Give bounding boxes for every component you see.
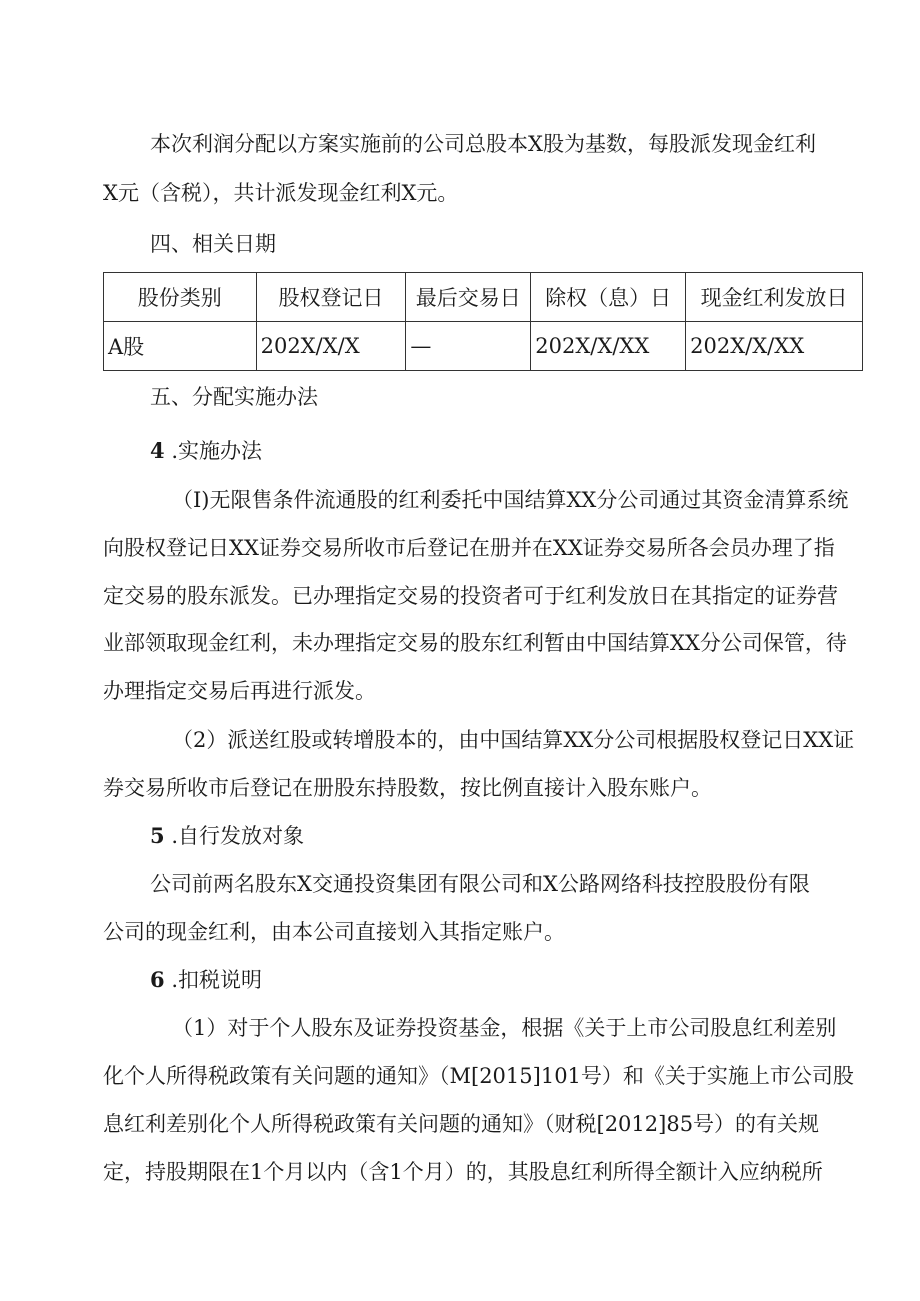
paragraph-line: 化个人所得税政策有关问题的通知》（M[2015]101号）和《关于实施上市公司股 bbox=[103, 1064, 854, 1088]
paragraph-line: （2）派送红股或转增股本的，由中国结算XX分公司根据股权登记日XX证 bbox=[172, 728, 855, 752]
paragraph-line: 本次利润分配以方案实施前的公司总股本X股为基数，每股派发现金红利 bbox=[150, 132, 816, 156]
table-cell: 202X/X/X bbox=[256, 322, 406, 371]
paragraph-line: 公司前两名股东X交通投资集团有限公司和X公路网络科技控股股份有限 bbox=[150, 872, 810, 896]
item-number: 5 bbox=[150, 823, 165, 848]
table-header-cell: 最后交易日 bbox=[406, 273, 531, 322]
paragraph-line: 办理指定交易后再进行派发。 bbox=[103, 679, 376, 703]
table-header-cell: 除权（息）日 bbox=[531, 273, 686, 322]
table-cell: 202X/X/XX bbox=[531, 322, 686, 371]
paragraph-line: 公司的现金红利，由本公司直接划入其指定账户。 bbox=[103, 920, 565, 944]
section-heading: 五、分配实施办法 bbox=[150, 385, 318, 409]
item-number: 6 bbox=[150, 967, 165, 992]
paragraph-line: （I)无限售条件流通股的红利委托中国结算XX分公司通过其资金清算系统 bbox=[172, 488, 849, 512]
table-cell: 202X/X/XX bbox=[686, 322, 863, 371]
paragraph-line: 定交易的股东派发。已办理指定交易的投资者可于红利发放日在其指定的证券营 bbox=[103, 584, 838, 608]
item-number: 4 bbox=[150, 438, 165, 463]
item-title: .实施办法 bbox=[171, 439, 262, 463]
table-cell: A股 bbox=[104, 322, 257, 371]
table-header-cell: 股权登记日 bbox=[256, 273, 406, 322]
paragraph-line: （1）对于个人股东及证券投资基金，根据《关于上市公司股息红利差别 bbox=[172, 1016, 837, 1040]
dates-table bbox=[103, 272, 863, 371]
paragraph-line: 息红利差别化个人所得税政策有关问题的通知》（财税[2012]85号）的有关规 bbox=[103, 1112, 820, 1136]
table-header-cell: 现金红利发放日 bbox=[686, 273, 863, 322]
table-row bbox=[104, 322, 863, 371]
numbered-heading bbox=[150, 821, 450, 851]
paragraph-line: 券交易所收市后登记在册股东持股数，按比例直接计入股东账户。 bbox=[103, 776, 712, 800]
item-title: .自行发放对象 bbox=[171, 824, 304, 848]
paragraph-line: 向股权登记日XX证券交易所收市后登记在册并在XX证券交易所各会员办理了指 bbox=[103, 536, 835, 560]
table-cell: — bbox=[406, 322, 531, 371]
section-heading: 四、相关日期 bbox=[150, 232, 276, 256]
numbered-heading bbox=[150, 965, 450, 995]
table-header-row bbox=[104, 273, 863, 322]
item-title: .扣税说明 bbox=[171, 968, 262, 992]
numbered-heading bbox=[150, 436, 450, 466]
paragraph-line: 业部领取现金红利，未办理指定交易的股东红利暂由中国结算XX分公司保管，待 bbox=[103, 631, 847, 655]
paragraph-line: X元（含税），共计派发现金红利X元。 bbox=[103, 181, 459, 205]
paragraph-line: 定，持股期限在1个月以内（含1个月）的，其股息红利所得全额计入应纳税所 bbox=[103, 1160, 823, 1184]
table-header-cell: 股份类别 bbox=[104, 273, 257, 322]
